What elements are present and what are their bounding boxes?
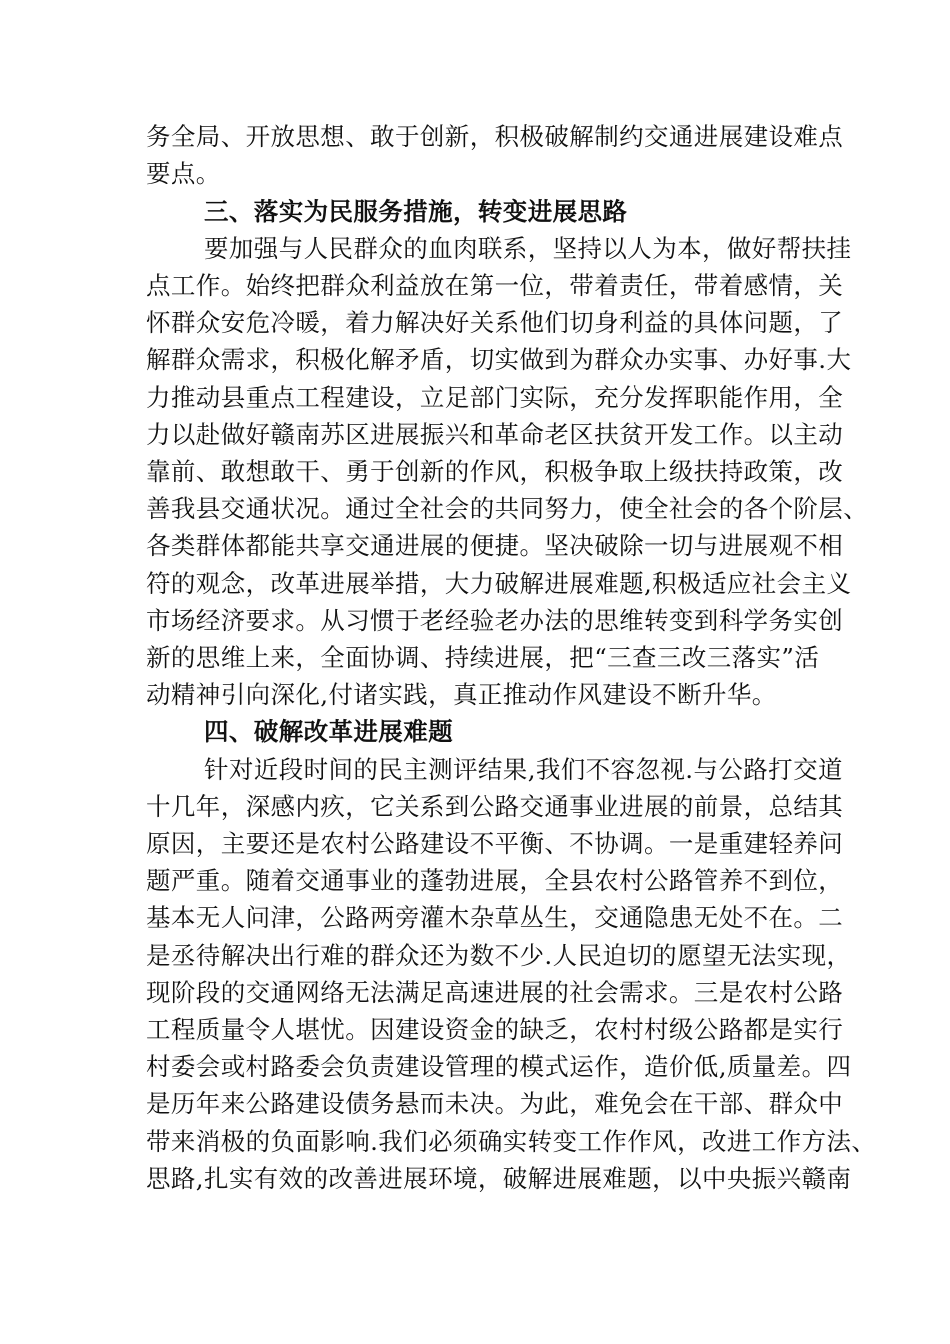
text-line: 点工作。始终把群众利益放在第一位，带着责任，带着感情，关 — [146, 271, 844, 300]
text-line: 靠前、敢想敢干、勇于创新的作风，积极争取上级扶持政策，改 — [146, 457, 844, 486]
text-line: 新的思维上来，全面协调、持续进展，把“三查三改三落实”活 — [146, 643, 820, 672]
text-line: 题严重。随着交通事业的蓬勃进展，全县农村公路管养不到位， — [146, 866, 844, 895]
text-line: 解群众需求，积极化解矛盾，切实做到为群众办实事、办好事.大 — [146, 345, 852, 374]
text-line: 十几年，深感内疚，它关系到公路交通事业进展的前景，总结其 — [146, 792, 844, 821]
text-line: 原因，主要还是农村公路建设不平衡、不协调。一是重建轻养问 — [146, 829, 844, 858]
text-line: 现阶段的交通网络无法满足高速进展的社会需求。三是农村公路 — [146, 978, 844, 1007]
text-line: 力以赴做好赣南苏区进展振兴和革命老区扶贫开发工作。以主动 — [146, 420, 844, 449]
text-line: 各类群体都能共享交通进展的便捷。坚决破除一切与进展观不相 — [146, 531, 844, 560]
text-line: 怀群众安危冷暖，着力解决好关系他们切身利益的具体问题，了 — [146, 308, 844, 337]
text-line: 市场经济要求。从习惯于老经验老办法的思维转变到科学务实创 — [146, 606, 844, 635]
text-line: 善我县交通状况。通过全社会的共同努力，使全社会的各个阶层、 — [146, 494, 869, 523]
paragraph-first-line: 要加强与人民群众的血肉联系，坚持以人为本，做好帮扶挂 — [204, 234, 852, 263]
text-line: 工程质量令人堪忧。因建设资金的缺乏，农村村级公路都是实行 — [146, 1015, 844, 1044]
text-line: 务全局、开放思想、敢于创新，积极破解制约交通进展建设难点 — [146, 122, 844, 151]
text-line: 力推动县重点工程建设，立足部门实际，充分发挥职能作用，全 — [146, 383, 844, 412]
section-heading-3: 三、落实为民服务措施，转变进展思路 — [204, 197, 628, 226]
text-line: 符的观念，改革进展举措，大力破解进展难题,积极适应社会主义 — [146, 569, 852, 598]
text-line: 要点。 — [146, 159, 221, 188]
text-line: 村委会或村路委会负责建设管理的模式运作，造价低,质量差。四 — [146, 1052, 852, 1081]
section-heading-4: 四、破解改革进展难题 — [204, 717, 453, 746]
paragraph-first-line: 针对近段时间的民主测评结果,我们不容忽视.与公路打交道 — [204, 755, 843, 784]
text-line: 是丞待解决出行难的群众还为数不少.人民迫切的愿望无法实现， — [146, 941, 852, 970]
text-line: 是历年来公路建设债务悬而未决。为此，难免会在干部、群众中 — [146, 1089, 844, 1118]
text-line: 动精神引向深化,付诸实践，真正推动作风建设不断升华。 — [146, 680, 777, 709]
text-line: 带来消极的负面影响.我们必须确实转变工作作风，改进工作方法、 — [146, 1127, 877, 1156]
text-line: 基本无人问津，公路两旁灌木杂草丛生，交通隐患无处不在。二 — [146, 903, 844, 932]
text-line: 思路,扎实有效的改善进展环境，破解进展难题，以中央振兴赣南 — [146, 1164, 852, 1193]
